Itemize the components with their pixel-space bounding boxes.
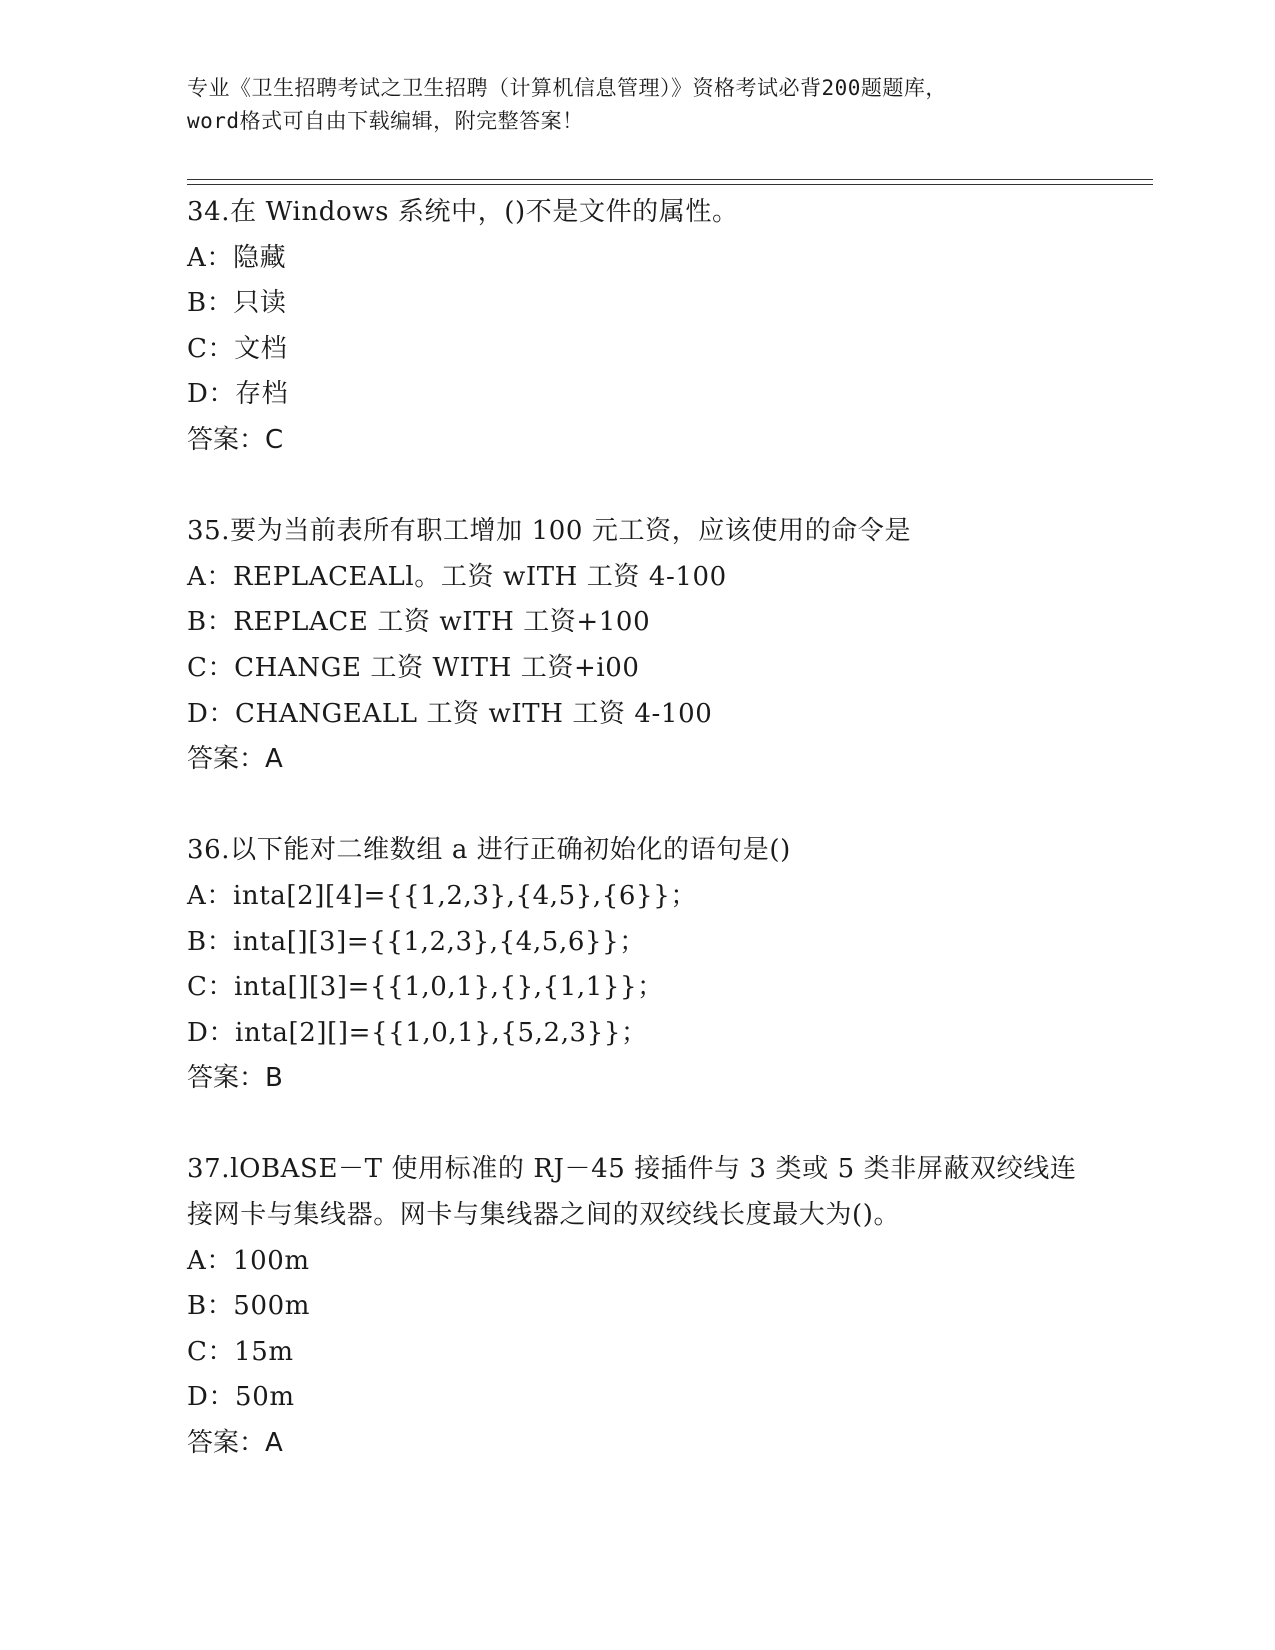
spacer: [187, 1102, 1153, 1148]
option-b: B：inta[][3]={{1,2,3},{4,5,6}}；: [187, 926, 646, 957]
header-divider-top: [187, 179, 1153, 180]
option-a: A：隐藏: [187, 242, 287, 273]
option-b: B：REPLACE 工资 wITH 工资+100: [187, 607, 651, 638]
question-list: [187, 190, 1153, 1467]
option-c: C：15m: [187, 1336, 294, 1367]
option-a: A：REPLACEALl。工资 wITH 工资 4-100: [187, 561, 727, 592]
answer-text: 答案：A: [187, 744, 283, 775]
spacer: [187, 464, 1153, 510]
question-34: [187, 190, 1153, 464]
spacer: [187, 783, 1153, 829]
answer-text: 答案：A: [187, 1428, 283, 1459]
question-text-continued: 接网卡与集线器。网卡与集线器之间的双绞线长度最大为()。: [187, 1200, 901, 1231]
header-divider-bottom: [187, 184, 1153, 185]
answer-text: 答案：C: [187, 424, 284, 455]
option-b: B：500m: [187, 1291, 310, 1322]
option-c: C：CHANGE 工资 WITH 工资+i00: [187, 652, 640, 683]
option-d: D：存档: [187, 379, 289, 410]
question-37: [187, 1147, 1153, 1466]
document-header: [187, 72, 1087, 138]
question-text: 37.lOBASE－T 使用标准的 RJ－45 接插件与 3 类或 5 类非屏蔽双绞线连: [187, 1154, 1077, 1185]
header-line-1: 专业《卫生招聘考试之卫生招聘（计算机信息管理）》资格考试必背200题题库，: [187, 76, 947, 100]
option-c: C：文档: [187, 333, 288, 364]
option-d: D：50m: [187, 1382, 295, 1413]
answer-text: 答案：B: [187, 1063, 283, 1094]
option-c: C：inta[][3]={{1,0,1},{},{1,1}}；: [187, 972, 664, 1003]
option-a: A：100m: [187, 1245, 310, 1276]
question-36: [187, 828, 1153, 1102]
option-b: B：只读: [187, 288, 287, 319]
question-text: 34.在 Windows 系统中，()不是文件的属性。: [187, 197, 739, 227]
option-d: D：inta[2][]={{1,0,1},{5,2,3}}；: [187, 1017, 648, 1048]
question-text: 35.要为当前表所有职工增加 100 元工资，应该使用的命令是: [187, 516, 912, 547]
question-text: 36.以下能对二维数组 a 进行正确初始化的语句是(): [187, 835, 791, 866]
header-line-2: word格式可自由下载编辑，附完整答案！: [187, 109, 584, 133]
option-d: D：CHANGEALL 工资 wITH 工资 4-100: [187, 698, 713, 729]
question-35: [187, 509, 1153, 783]
option-a: A：inta[2][4]={{1,2,3},{4,5},{6}}；: [187, 880, 697, 911]
